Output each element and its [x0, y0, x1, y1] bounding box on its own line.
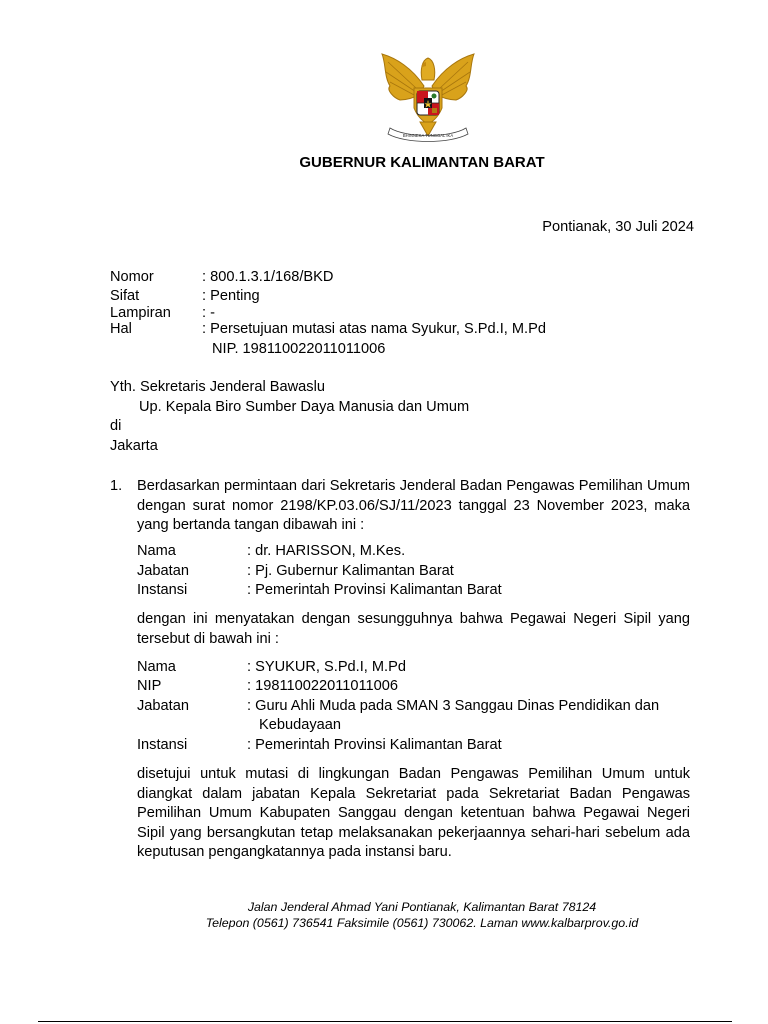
recipient-city: Jakarta	[110, 438, 158, 454]
lampiran-label: Lampiran	[110, 305, 171, 321]
footer-address: Jalan Jenderal Ahmad Yani Pontianak, Kalimantan Barat 78124	[247, 900, 597, 914]
sifat-value: : Penting	[202, 288, 260, 304]
recipient-line: Yth. Sekretaris Jenderal Bawaslu	[110, 379, 325, 395]
employee-instansi-label: Instansi	[137, 737, 188, 753]
signer-nama-value: : dr. HARISSON, M.Kes.	[247, 543, 406, 559]
signer-instansi-label: Instansi	[137, 582, 188, 598]
employee-nama-value: : SYUKUR, S.Pd.I, M.Pd	[247, 659, 406, 675]
hal-value: : Persetujuan mutasi atas nama Syukur, S.Pd.I, M.Pd	[202, 321, 546, 337]
hal-nip: NIP. 198110022011011006	[212, 341, 386, 357]
paragraph-1: Berdasarkan permintaan dari Sekretaris Jenderal Badan Pengawas Pemilihan Umum dengan surat nomor 2198/KP.03.06/SJ/11/2023 tanggal 23 November 2023, maka yang bertanda tangan dibawah ini :	[137, 478, 690, 533]
hal-label: Hal	[110, 321, 132, 337]
garuda-emblem	[376, 46, 480, 146]
employee-nip-value: : 198110022011011006	[247, 678, 398, 694]
item-number: 1.	[110, 478, 123, 494]
recipient-attention: Up. Kepala Biro Sumber Daya Manusia dan Umum	[139, 399, 470, 415]
paragraph-3: disetujui untuk mutasi di lingkungan Badan Pengawas Pemilihan Umum untuk diangkat dalam jabatan Kepala Sekretariat pada Sekretariat Badan Pengawas Pemilihan Umum Kabupaten Sanggau dengan ketentuan bahwa Pegawai Negeri Sipil yang bersangkutan tetap melaksanakan pekerjaannya sehari-hari sebelum ada keputusan pengangkatannya pada instansi baru.	[137, 766, 690, 860]
employee-jabatan-value: : Guru Ahli Muda pada SMAN 3 Sanggau Dinas Pendidikan dan	[247, 698, 660, 714]
employee-jabatan-value-cont: Kebudayaan	[259, 717, 341, 733]
employee-jabatan-label: Jabatan	[137, 698, 189, 714]
sifat-label: Sifat	[110, 288, 140, 304]
lampiran-value: : -	[202, 305, 215, 321]
recipient-di: di	[110, 418, 122, 434]
paragraph-2: dengan ini menyatakan dengan sesungguhnya bahwa Pegawai Negeri Sipil yang tersebut di bawah ini :	[137, 611, 690, 647]
employee-nama-label: Nama	[137, 659, 176, 675]
signer-jabatan-value: : Pj. Gubernur Kalimantan Barat	[247, 563, 454, 579]
letter-date: Pontianak, 30 Juli 2024	[542, 219, 694, 235]
employee-instansi-value: : Pemerintah Provinsi Kalimantan Barat	[247, 737, 502, 753]
bottom-rule	[38, 1021, 732, 1022]
signer-instansi-value: : Pemerintah Provinsi Kalimantan Barat	[247, 582, 502, 598]
footer-contact: Telepon (0561) 736541 Faksimile (0561) 730062. Laman www.kalbarprov.go.id	[205, 916, 639, 930]
emblem-motto: BHINNEKA TUNGGAL IKA	[402, 133, 454, 138]
emblem-head	[421, 58, 435, 80]
letterhead-title: GUBERNUR KALIMANTAN BARAT	[299, 154, 545, 171]
nomor-value: : 800.1.3.1/168/BKD	[202, 269, 334, 285]
signer-nama-label: Nama	[137, 543, 176, 559]
employee-nip-label: NIP	[137, 678, 162, 694]
signer-jabatan-label: Jabatan	[137, 563, 189, 579]
nomor-label: Nomor	[110, 269, 154, 285]
